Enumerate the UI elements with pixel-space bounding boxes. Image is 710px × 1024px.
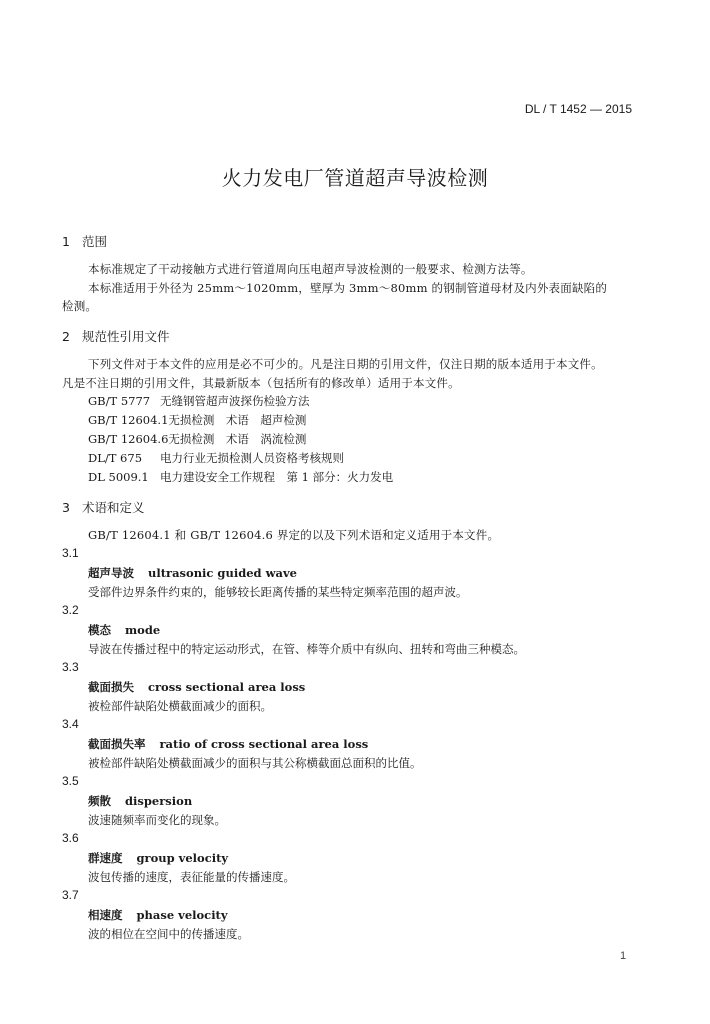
reference-title: 无损检测 术语 超声检测 [168, 413, 307, 427]
term-number: 3.3 [62, 660, 79, 674]
reference-code: GB/T 12604.1 [88, 413, 169, 427]
reference-title: 电力建设安全工作规程 第 1 部分：火力发电 [160, 470, 394, 484]
term-name [88, 850, 228, 866]
term-en: phase velocity [136, 908, 228, 922]
term-name [88, 793, 192, 809]
standard-code: DL / T 1452 — 2015 [524, 102, 632, 116]
term-cn: 相速度 [88, 908, 123, 922]
term-en: cross sectional area loss [148, 680, 306, 694]
term-number: 3.7 [62, 888, 79, 902]
reference-code: GB/T 5777 [88, 394, 151, 408]
paragraph-continuation: 凡是不注日期的引用文件，其最新版本（包括所有的修改单）适用于本文件。 [62, 376, 460, 390]
paragraph: 本标准适用于外径为 25mm～1020mm，壁厚为 3mm～80mm 的钢制管道母材及内外表面缺陷的 [88, 281, 608, 295]
term-en: ratio of cross sectional area loss [159, 737, 369, 751]
section-3-heading [62, 498, 145, 516]
term-en: group velocity [136, 851, 229, 865]
term-name [88, 679, 305, 695]
term-cn: 频散 [88, 794, 111, 808]
reference-code: DL/T 675 [88, 451, 143, 465]
section-2-heading [62, 327, 170, 345]
term-name [88, 907, 228, 923]
section-number: 3 [62, 500, 70, 515]
reference-item [88, 469, 393, 485]
term-definition: 导波在传播过程中的特定运动形式，在管、棒等介质中有纵向、扭转和弯曲三种模态。 [88, 642, 525, 656]
term-number: 3.2 [62, 603, 79, 617]
reference-code: GB/T 12604.6 [88, 432, 169, 446]
term-cn: 截面损失 [88, 680, 134, 694]
document-title: 火力发电厂管道超声导波检测 [221, 166, 489, 190]
term-definition: 受部件边界条件约束的，能够较长距离传播的某些特定频率范围的超声波。 [88, 585, 468, 599]
paragraph: GB/T 12604.1 和 GB/T 12604.6 界定的以及下列术语和定义适用于本文件。 [88, 528, 500, 542]
section-title: 术语和定义 [82, 500, 145, 515]
term-en: mode [125, 623, 161, 637]
section-number: 2 [62, 329, 70, 344]
reference-code: DL 5009.1 [88, 470, 149, 484]
page-number: 1 [620, 950, 627, 962]
section-title: 规范性引用文件 [82, 329, 170, 344]
reference-title: 无缝钢管超声波探伤检验方法 [160, 394, 310, 408]
reference-title: 电力行业无损检测人员资格考核规则 [160, 451, 344, 465]
term-definition: 波的相位在空间中的传播速度。 [88, 927, 249, 941]
paragraph: 下列文件对于本文件的应用是必不可少的。凡是注日期的引用文件，仅注日期的版本适用于本文件。 [88, 357, 603, 371]
term-definition: 波包传播的速度，表征能量的传播速度。 [88, 870, 295, 884]
term-name [88, 736, 368, 752]
term-en: ultrasonic guided wave [148, 566, 297, 580]
paragraph-continuation: 检测。 [62, 299, 98, 313]
reference-item [88, 450, 344, 466]
term-definition: 波速随频率而变化的现象。 [88, 813, 226, 827]
reference-item [88, 393, 310, 409]
term-name [88, 565, 297, 581]
term-cn: 截面损失率 [88, 737, 146, 751]
section-1-heading [62, 232, 107, 250]
section-number: 1 [62, 234, 70, 249]
reference-item [88, 431, 306, 447]
term-number: 3.6 [62, 831, 79, 845]
term-number: 3.4 [62, 717, 79, 731]
term-definition: 被检部件缺陷处横截面减少的面积。 [88, 699, 272, 713]
term-cn: 模态 [88, 623, 111, 637]
term-cn: 群速度 [88, 851, 123, 865]
term-definition: 被检部件缺陷处横截面减少的面积与其公称横截面总面积的比值。 [88, 756, 422, 770]
term-number: 3.5 [62, 774, 79, 788]
term-cn: 超声导波 [88, 566, 134, 580]
term-name [88, 622, 160, 638]
section-title: 范围 [82, 234, 108, 249]
paragraph: 本标准规定了干动接触方式进行管道周向压电超声导波检测的一般要求、检测方法等。 [88, 262, 533, 276]
term-en: dispersion [125, 794, 193, 808]
term-number: 3.1 [62, 546, 79, 560]
reference-item [88, 412, 306, 428]
reference-title: 无损检测 术语 涡流检测 [168, 432, 307, 446]
